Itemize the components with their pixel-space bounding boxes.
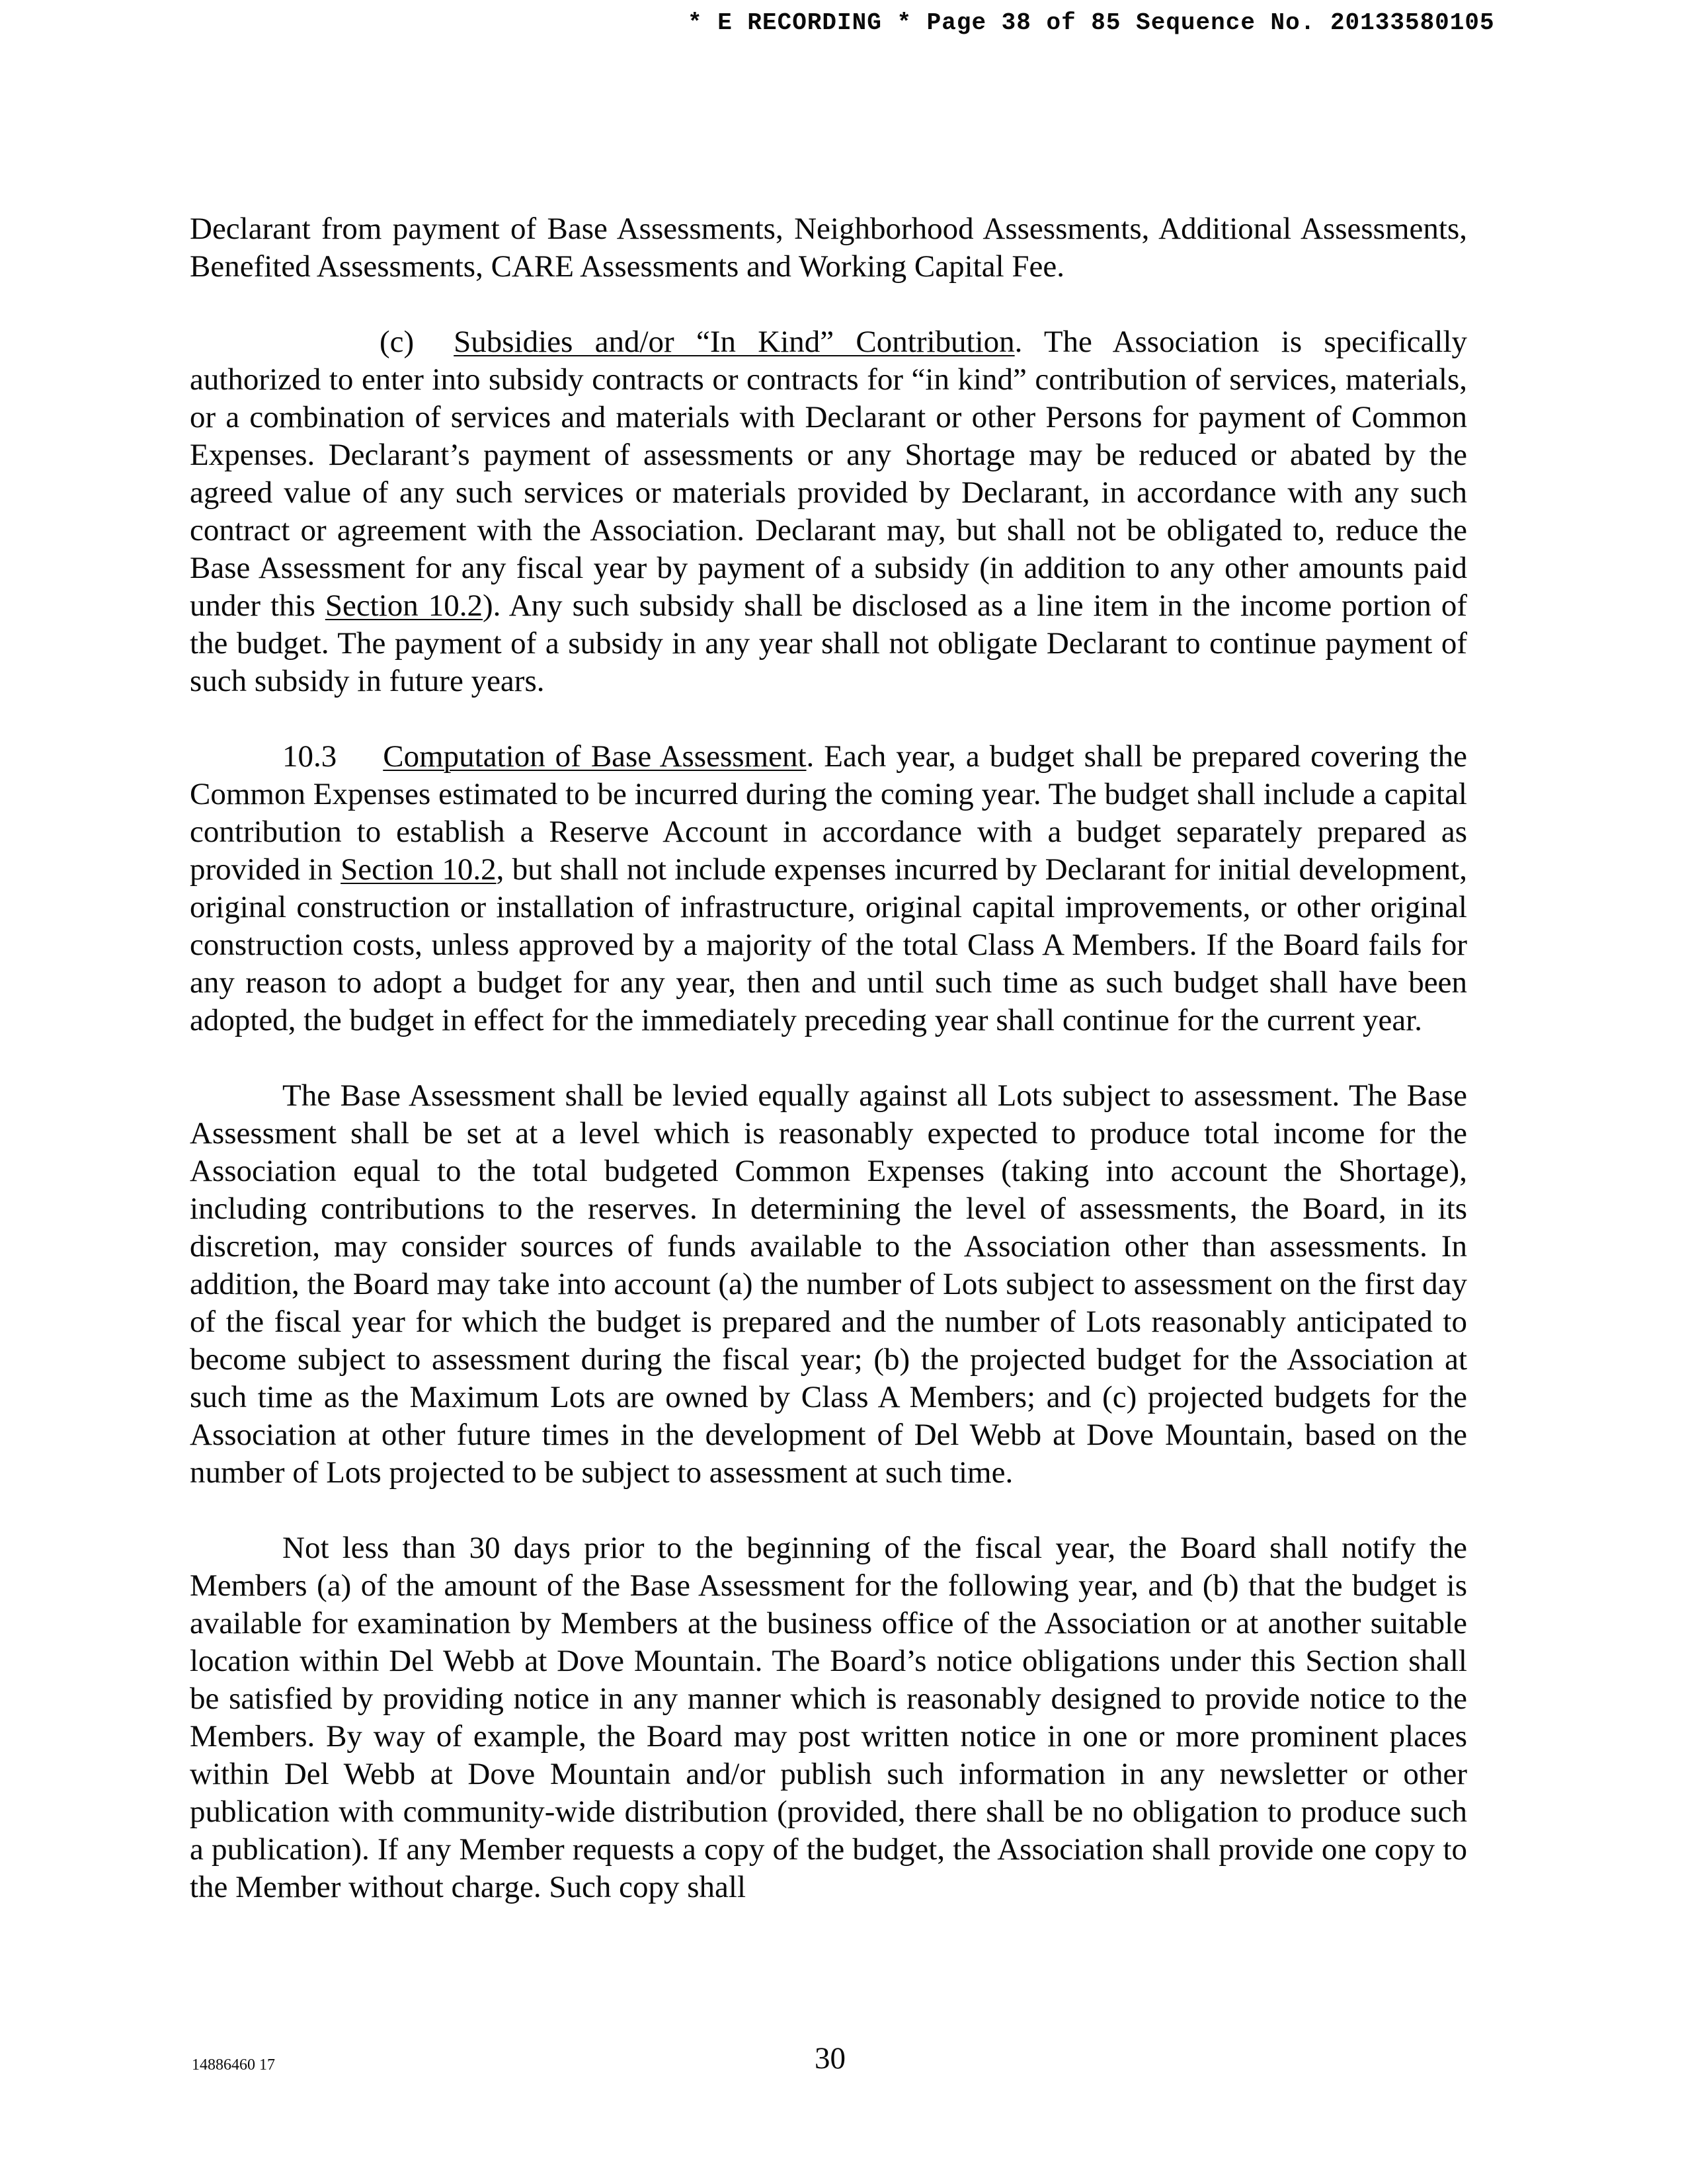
- subsection-c-label: (c): [380, 325, 415, 359]
- section-10-3-heading: Computation of Base Assessment: [383, 739, 807, 774]
- subsection-c-text-1: . The Association is specifically authorized to enter into subsidy contracts or contracts for “in kind” contribution of services, materials, or a combination of services and materials with Declarant or other Persons for payment of Common Expenses. Declarant’s payment of assessments or any Shortage may be reduced or abated by the agreed value of any such services or materials provided by Declarant, in accordance with any such contract or agreement with the Association. Declarant may, but shall not be obligated to, reduce the Base Assessment for any fiscal year by payment of a subsidy (in addition to any other amounts paid under this: [190, 325, 1467, 623]
- subsection-c: [190, 323, 1467, 700]
- page-number: 30: [815, 2041, 846, 2076]
- base-assessment-paragraph: The Base Assessment shall be levied equally against all Lots subject to assessment. The Base Assessment shall be set at a level which is reasonably expected to produce total income for the Association equal to the total budgeted Common Expenses (taking into account the Shortage), including contributions to the reserves. In determining the level of assessments, the Board, in its discretion, may consider sources of funds available to the Association other than assessments. In addition, the Board may take into account (a) the number of Lots subject to assessment on the first day of the fiscal year for which the budget is prepared and the number of Lots reasonably anticipated to become subject to assessment during the fiscal year; (b) the projected budget for the Association at such time as the Maximum Lots are owned by Class A Members; and (c) projected budgets for the Association at other future times in the development of Del Webb at Dove Mountain, based on the number of Lots projected to be subject to assessment at such time.: [190, 1078, 1467, 1490]
- section-10-3-text-1: . Each year, a budget shall be prepared covering the Common Expenses estimated to be incurred during the coming year. The budget shall include a capital contribution to establish a Reserve Account in accordance with a budget separately prepared as provided in: [190, 739, 1467, 887]
- subsection-c-heading: Subsidies and/or “In Kind” Contribution: [454, 325, 1015, 359]
- section-reference: Section 10.2: [325, 588, 483, 623]
- section-10-3-number: 10.3: [282, 739, 337, 774]
- section-reference: Section 10.2: [341, 852, 497, 887]
- section-10-3-text-2: , but shall not include expenses incurred by Declarant for initial development, original construction or installation of infrastructure, original capital improvements, or other original construction costs, unless approved by a majority of the total Class A Members. If the Board fails for any reason to adopt a budget for any year, then and until such time as such budget shall have been adopted, the budget in effect for the immediately preceding year shall continue for the current year.: [190, 852, 1467, 1037]
- continued-paragraph: Declarant from payment of Base Assessments, Neighborhood Assessments, Additional Assessments, Benefited Assessments, CARE Assessments and Working Capital Fee.: [190, 212, 1467, 284]
- document-id: 14886460 17: [192, 2056, 275, 2074]
- section-10-3: [190, 738, 1467, 1039]
- recording-header: * E RECORDING * Page 38 of 85 Sequence No. 20133580105: [688, 9, 1495, 36]
- notice-paragraph: Not less than 30 days prior to the beginning of the fiscal year, the Board shall notify the Members (a) of the amount of the Base Assessment for the following year, and (b) that the budget is available for examination by Members at the business office of the Association or at another suitable location within Del Webb at Dove Mountain. The Board’s notice obligations under this Section shall be satisfied by providing notice in any manner which is reasonably designed to provide notice to the Members. By way of example, the Board may post written notice in one or more prominent places within Del Webb at Dove Mountain and/or publish such information in any newsletter or other publication with community-wide distribution (provided, there shall be no obligation to produce such a publication). If any Member requests a copy of the budget, the Association shall provide one copy to the Member without charge. Such copy shall: [190, 1531, 1467, 1904]
- subsection-c-text-2: ). Any such subsidy shall be disclosed as a line item in the income portion of the budget. The payment of a subsidy in any year shall not obligate Declarant to continue payment of such subsidy in future years.: [190, 588, 1467, 698]
- document-body: [190, 210, 1467, 1944]
